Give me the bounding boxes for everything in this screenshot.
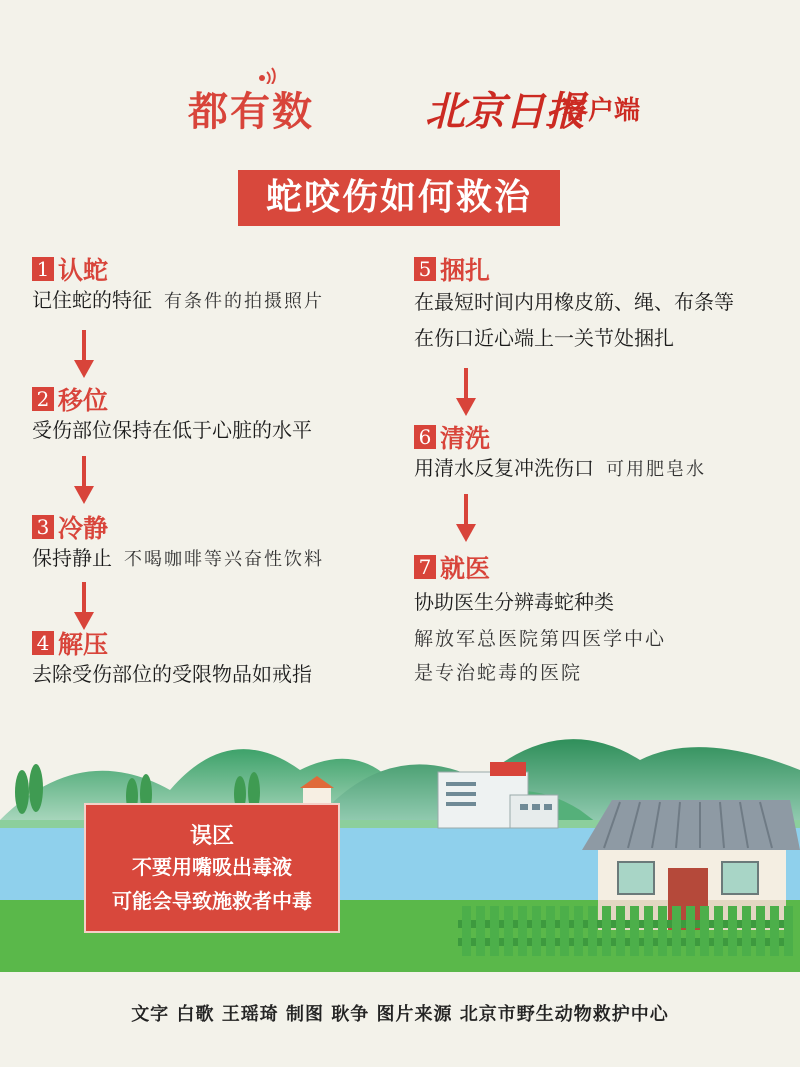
fence-picket	[728, 906, 737, 956]
step-text: 受伤部位保持在低于心脏的水平	[32, 418, 312, 442]
down-arrow-icon	[74, 456, 94, 504]
fence-picket	[630, 906, 639, 956]
fence-picket	[658, 906, 667, 956]
signal-icon	[258, 66, 280, 84]
fence-picket	[756, 906, 765, 956]
step-text: 协助医生分辨毒蛇种类	[414, 590, 614, 614]
step-number: 7	[414, 555, 436, 579]
step-text: 去除受伤部位的受限物品如戒指	[32, 662, 312, 686]
down-arrow-icon	[456, 494, 476, 542]
step-number: 6	[414, 425, 436, 449]
down-arrow-icon	[456, 368, 476, 416]
step-text: 在最短时间内用橡皮筋、绳、布条等	[414, 290, 734, 314]
step-number: 1	[32, 257, 54, 281]
step-5	[414, 254, 734, 356]
down-arrow-icon	[74, 330, 94, 378]
fence-picket	[560, 906, 569, 956]
fence-picket	[490, 906, 499, 956]
client-label: 客户端	[562, 96, 641, 126]
fence-picket	[700, 906, 709, 956]
dys-logo: 都有数	[188, 88, 314, 135]
misconception-box	[84, 803, 340, 933]
fence-picket	[574, 906, 583, 956]
fence-picket	[672, 906, 681, 956]
step-number: 5	[414, 257, 436, 281]
step-text: 记住蛇的特征 有条件的拍摄照片	[32, 288, 324, 312]
credits: 文字 白歌 王瑶琦 制图 耿争 图片来源 北京市野生动物救护中心	[131, 1004, 669, 1025]
step-number: 2	[32, 387, 54, 411]
step-number: 3	[32, 515, 54, 539]
step-text: 用清水反复冲洗伤口 可用肥皂水	[414, 456, 706, 480]
step-7	[414, 552, 666, 690]
step-text: 在伤口近心端上一关节处捆扎	[414, 326, 674, 350]
hospital-note: 解放军总医院第四医学中心	[414, 628, 667, 650]
fence-picket	[532, 906, 541, 956]
fence-picket	[616, 906, 625, 956]
down-arrow-icon	[74, 582, 94, 630]
fence-picket	[476, 906, 485, 956]
step-number: 4	[32, 631, 54, 655]
misconception-line: 不要用嘴吸出毒液	[132, 855, 292, 879]
fence-picket	[546, 906, 555, 956]
misconception-title: 误区	[189, 824, 234, 849]
step-6	[414, 422, 706, 486]
step-4	[32, 628, 312, 690]
step-text: 保持静止 不喝咖啡等兴奋性饮料	[32, 546, 324, 570]
step-title: 解压	[58, 630, 109, 659]
page-title: 蛇咬伤如何救治	[238, 170, 560, 226]
fence-picket	[742, 906, 751, 956]
misconception-line: 可能会导致施救者中毒	[112, 889, 312, 913]
fence-picket	[518, 906, 527, 956]
fence-picket	[784, 906, 793, 956]
step-1	[32, 254, 324, 318]
step-title: 冷静	[58, 514, 109, 543]
bjrb-logo: 北京日报	[425, 88, 585, 135]
fence-picket	[770, 906, 779, 956]
fence-picket	[714, 906, 723, 956]
step-title: 捆扎	[440, 256, 491, 285]
fence-picket	[504, 906, 513, 956]
fence-picket	[462, 906, 471, 956]
fence-picket	[644, 906, 653, 956]
fence-picket	[686, 906, 695, 956]
fence-picket	[588, 906, 597, 956]
header-logos	[0, 72, 800, 135]
fence-picket	[602, 906, 611, 956]
step-title: 认蛇	[58, 256, 109, 285]
step-3	[32, 512, 324, 576]
hospital-note: 是专治蛇毒的医院	[414, 662, 583, 684]
step-title: 清洗	[440, 424, 491, 453]
step-2	[32, 384, 312, 446]
step-title: 移位	[58, 386, 109, 415]
step-title: 就医	[440, 554, 491, 583]
